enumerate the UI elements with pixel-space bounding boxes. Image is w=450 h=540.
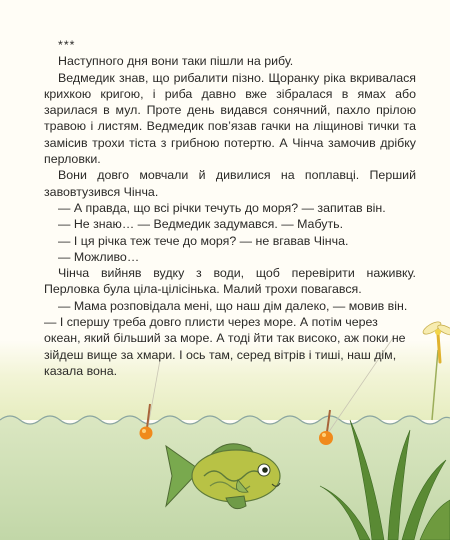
fish-body (192, 450, 280, 502)
paragraph: Ведмедик знав, що рибалити пізно. Щоранку ріка вкривалася крихкою кригою, і риба давно вже зібралася в ямах або зарилася в мул. Проте день видався сонячний, пахло прілою травою і листям. Ведмедик пов’язав гачки на ліщинові тички та замісив трохи тіста з грибною потертю. А Чінча замочив дрібку перловки. (44, 70, 416, 167)
story-text (44, 37, 416, 379)
dialogue-line: — А правда, що всі річки течуть до моря? — запитав він. (58, 200, 386, 215)
paragraph: Вони довго мовчали й дивилися на поплавці. Перший завовтузився Чінча. (44, 168, 416, 199)
paragraph: Наступного дня вони таки пішли на рибу. (58, 54, 294, 69)
dialogue-line: — Можливо… (58, 249, 140, 264)
dialogue-line: — Не знаю… — Ведмедик задумався. — Мабуть. (58, 217, 344, 232)
dialogue-line: — І ця річка теж тече до моря? — не вгавав Чінча. (58, 233, 349, 248)
section-separator: *** (58, 38, 76, 52)
paragraph: Чінча вийняв вудку з води, щоб перевірити наживку. Перловка була ціла-цілісінька. Малий трохи повагався. (44, 266, 416, 297)
dialogue-line: — Мама розповідала мені, що наш дім далеко, — мовив він. — І спершу треба довго плисти через море. А потім через океан, який більший за море. А тоді йти так високо, аж поки не зійдеш вище за хмари. І ось там, серед вітрів і тиші, наш дім, казала вона. (44, 298, 408, 378)
